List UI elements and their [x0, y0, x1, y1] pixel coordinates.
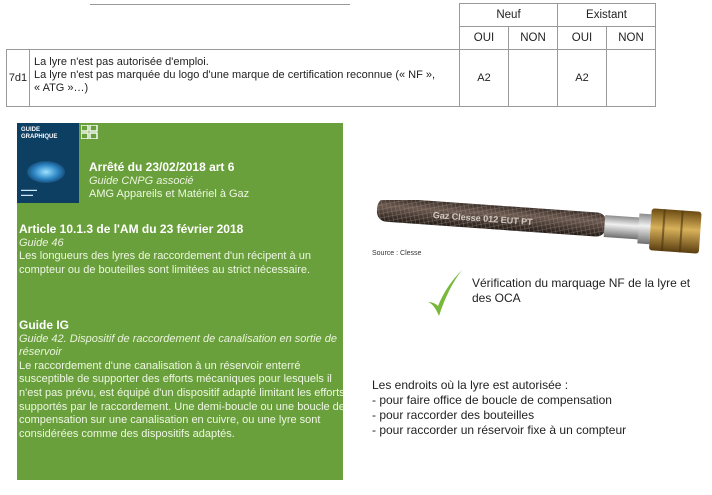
authorized-places-list — [372, 393, 626, 438]
block3-title: Guide IG — [19, 318, 70, 332]
guide-cover-image — [17, 123, 79, 203]
list-item: - pour raccorder des bouteilles — [372, 408, 535, 422]
regulation-panel — [17, 123, 343, 480]
checkmark-icon — [426, 268, 464, 324]
list-item: - pour raccorder un réservoir fixe à un compteur — [372, 423, 627, 437]
block1-text: AMG Appareils et Matériel à Gaz — [89, 188, 250, 201]
block2-text: Les longueurs des lyres de raccordement d'un récipent à un compteur ou de bouteilles sont limitées au strict nécessaire. — [19, 250, 311, 276]
guide-cover-caption: ▬▬▬▬ ▬▬▬ — [21, 187, 37, 197]
hose-print-text: Gaz Clesse 012 EUT PT — [432, 210, 533, 228]
header-neuf: Neuf — [460, 4, 558, 27]
publisher-logo-icon — [81, 125, 99, 139]
row-code: 7d1 — [7, 50, 30, 107]
gas-flame-graphic — [27, 161, 65, 183]
row-text-line3: « ATG »…) — [34, 82, 89, 94]
guide-cover-title-line2: GRAPHIQUE — [21, 134, 58, 140]
subheader-existant-oui: OUI — [558, 27, 607, 50]
block1-subtitle: Guide CNPG associé — [89, 174, 194, 187]
block3-text: Le raccordement d'une canalisation à un réservoir enterré susceptible de supporter des efforts mécaniques pour lesquels il n'est pas prévu, est équipé d'un dispositif adapté limitant les efforts supportés par le raccordement. Une demi-boucle ou une boucle de compensation sur une canalisation en cuivre, ou une lyre sont considérées comme des dispositifs adaptés. — [19, 359, 345, 440]
block3-subtitle: Guide 42. Dispositif de raccordement de canalisation en sortie de réservoir — [19, 332, 337, 359]
cell-existant-oui: A2 — [558, 50, 607, 107]
subheader-neuf-non: NON — [509, 27, 558, 50]
row-text-line2: La lyre n'est pas marquée du logo d'une marque de certification reconnue (« NF », — [34, 69, 436, 81]
table-corner — [7, 4, 460, 50]
regulation-block-article — [17, 223, 347, 277]
photo-source: Source : Clesse — [372, 250, 422, 257]
cell-neuf-oui: A2 — [460, 50, 509, 107]
verification-note: Vérification du marquage NF de la lyre et des OCA — [472, 276, 691, 305]
block1-title: Arrêté du 23/02/2018 art 6 — [89, 160, 235, 174]
authorized-places — [372, 378, 626, 438]
row-description — [30, 50, 460, 107]
regulation-block-guide-ig — [17, 319, 347, 441]
gas-hose-photo — [372, 200, 706, 260]
row-text-line1: La lyre n'est pas autorisée d'emploi. — [34, 56, 209, 68]
guide-cover-title-line1: GUIDE — [21, 127, 41, 133]
block2-subtitle: Guide 46 — [19, 236, 64, 249]
subheader-neuf-oui: OUI — [460, 27, 509, 50]
authorized-places-title: Les endroits où la lyre est autorisée : — [372, 378, 569, 392]
header-existant: Existant — [558, 4, 656, 27]
regulation-block-arrete — [89, 161, 339, 202]
block2-title: Article 10.1.3 de l'AM du 23 février 2018 — [19, 222, 244, 236]
cell-existant-non — [607, 50, 656, 107]
table-row — [7, 50, 656, 107]
cell-neuf-non — [509, 50, 558, 107]
list-item: - pour faire office de boucle de compensation — [372, 393, 612, 407]
control-table — [6, 3, 656, 107]
guide-cover-title — [21, 127, 57, 141]
subheader-existant-non: NON — [607, 27, 656, 50]
